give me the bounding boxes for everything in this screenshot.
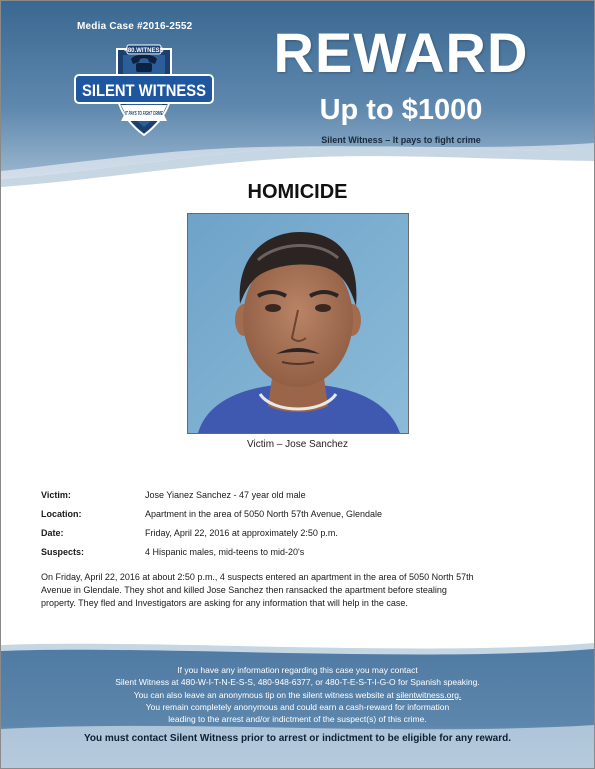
detail-value: Jose Yianez Sanchez - 47 year old male [145,490,306,500]
detail-label: Victim: [41,490,71,500]
detail-row-victim [41,490,561,509]
footer-contact-info [41,664,554,725]
detail-value: Apartment in the area of 5050 North 57th Avenue, Glendale [145,509,382,519]
footer-banner [1,641,594,768]
case-narrative [41,571,561,610]
photo-caption: Victim – Jose Sanchez [247,439,348,450]
footer-line: Silent Witness at 480-W-I-T-N-E-S-S, 480-948-6377, or 480-T-E-S-T-I-G-O for Spanish speaking. [115,677,480,688]
footer-line: If you have any information regarding this case you may contact [177,665,418,675]
footer-line [41,689,554,701]
reward-amount: Up to $1000 [319,94,483,126]
case-details [41,490,561,566]
narrative-line: property. They fled and Investigators are asking for any information that will help in the case. [41,598,408,608]
silent-witness-logo [73,39,215,139]
detail-row-suspects [41,547,561,566]
narrative-line: Avenue in Glendale. They shot and killed Jose Sanchez then ransacked the apartment before stealing [41,585,447,595]
detail-label: Suspects: [41,547,85,557]
eligibility-warning: You must contact Silent Witness prior to arrest or indictment to be eligible for any reward. [83,733,512,744]
detail-label: Date: [41,528,64,538]
detail-label: Location: [41,509,82,519]
detail-row-location [41,509,561,528]
logo-main-text: SILENT WITNESS [82,81,206,100]
footer-line: You remain completely anonymous and could earn a cash-reward for information [145,701,450,712]
reward-title: REWARD [273,21,529,84]
logo-ribbon-text: IT PAYS TO FIGHT CRIME [125,111,164,117]
logo-top-text: 480.WITNESS [124,48,164,54]
detail-value: 4 Hispanic males, mid-teens to mid-20's [145,547,305,557]
tagline: Silent Witness – It pays to fight crime [321,135,481,145]
media-case-number: Media Case #2016-2552 [77,21,193,32]
narrative-line: On Friday, April 22, 2016 at about 2:50 p.m., 4 suspects entered an apartment in the area of 5050 North 57th [41,572,474,582]
footer-line: leading to the arrest and/or indictment of the suspect(s) of this crime. [168,714,427,725]
header-banner [1,1,594,191]
detail-value: Friday, April 22, 2016 at approximately 2:50 p.m. [145,528,338,538]
website-link[interactable]: silentwitness.org. [396,689,462,700]
detail-row-date [41,528,561,547]
footer-line-text: You can also leave an anonymous tip on the silent witness website at [133,689,397,700]
crime-title: HOMICIDE [247,181,348,203]
victim-photo [187,213,409,434]
